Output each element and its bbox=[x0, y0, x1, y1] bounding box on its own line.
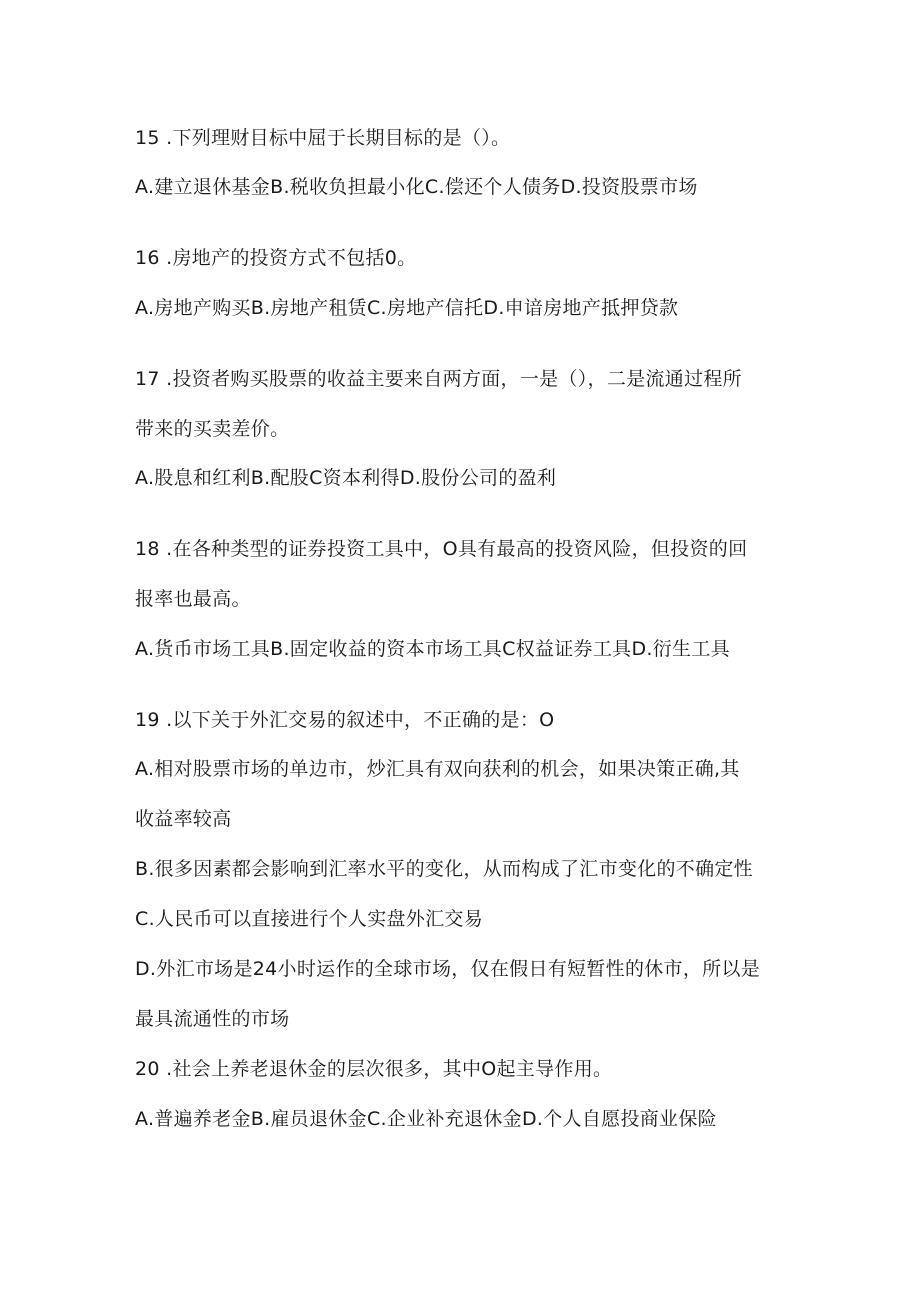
question-17-options: A.股息和红利B.配股C资本利得D.股份公司的盈利 bbox=[135, 467, 557, 489]
question-18-options: A.货币市场工具B.固定收益的资本市场工具C权益证券工具D.衍生工具 bbox=[135, 638, 730, 660]
question-17-stem-line-2: 带来的买卖差价。 bbox=[135, 418, 290, 440]
question-19-stem: 19 .以下关于外汇交易的叙述中，不正确的是：O bbox=[135, 709, 555, 731]
question-19-option-b: B.很多因素都会影响到汇率水平的变化，从而构成了汇市变化的不确定性 bbox=[135, 858, 753, 880]
question-18-stem-line-1: 18 .在各种类型的证券投资工具中，O具有最高的投资风险，但投资的回 bbox=[135, 538, 748, 560]
question-19-option-a-line-1: A.相对股票市场的单边市，炒汇具有双向获利的机会，如果决策正确,其 bbox=[135, 758, 740, 780]
question-20-options: A.普遍养老金B.雇员退休金C.企业补充退休金D.个人自愿投商业保险 bbox=[135, 1108, 717, 1130]
question-15-stem: 15 .下列理财目标中屈于长期目标的是（）。 bbox=[135, 127, 511, 149]
question-19-option-c: C.人民币可以直接进行个人实盘外汇交易 bbox=[135, 908, 484, 930]
question-18-stem-line-2: 报率也最高。 bbox=[135, 588, 251, 610]
question-19-option-d-line-2: 最具流通性的市场 bbox=[135, 1008, 290, 1030]
question-20-stem: 20 .社会上养老退休金的层次很多，其中O起主导作用。 bbox=[135, 1058, 613, 1080]
question-19-option-a-line-2: 收益率较高 bbox=[135, 808, 232, 830]
question-16-options: A.房地产购买B.房地产租赁C.房地产信托D.申谙房地产抵押贷款 bbox=[135, 297, 679, 319]
question-15-options: A.建立退休基金B.税收负担最小化C.偿还个人债务D.投资股票市场 bbox=[135, 176, 698, 198]
question-17-stem-line-1: 17 .投资者购买股票的收益主要来自两方面，一是（），二是流通过程所 bbox=[135, 368, 742, 390]
question-19-option-d-line-1: D.外汇市场是24小时运作的全球市场，仅在假日有短暂性的休市，所以是 bbox=[135, 958, 761, 980]
question-16-stem: 16 .房地产的投资方式不包括0。 bbox=[135, 247, 417, 269]
